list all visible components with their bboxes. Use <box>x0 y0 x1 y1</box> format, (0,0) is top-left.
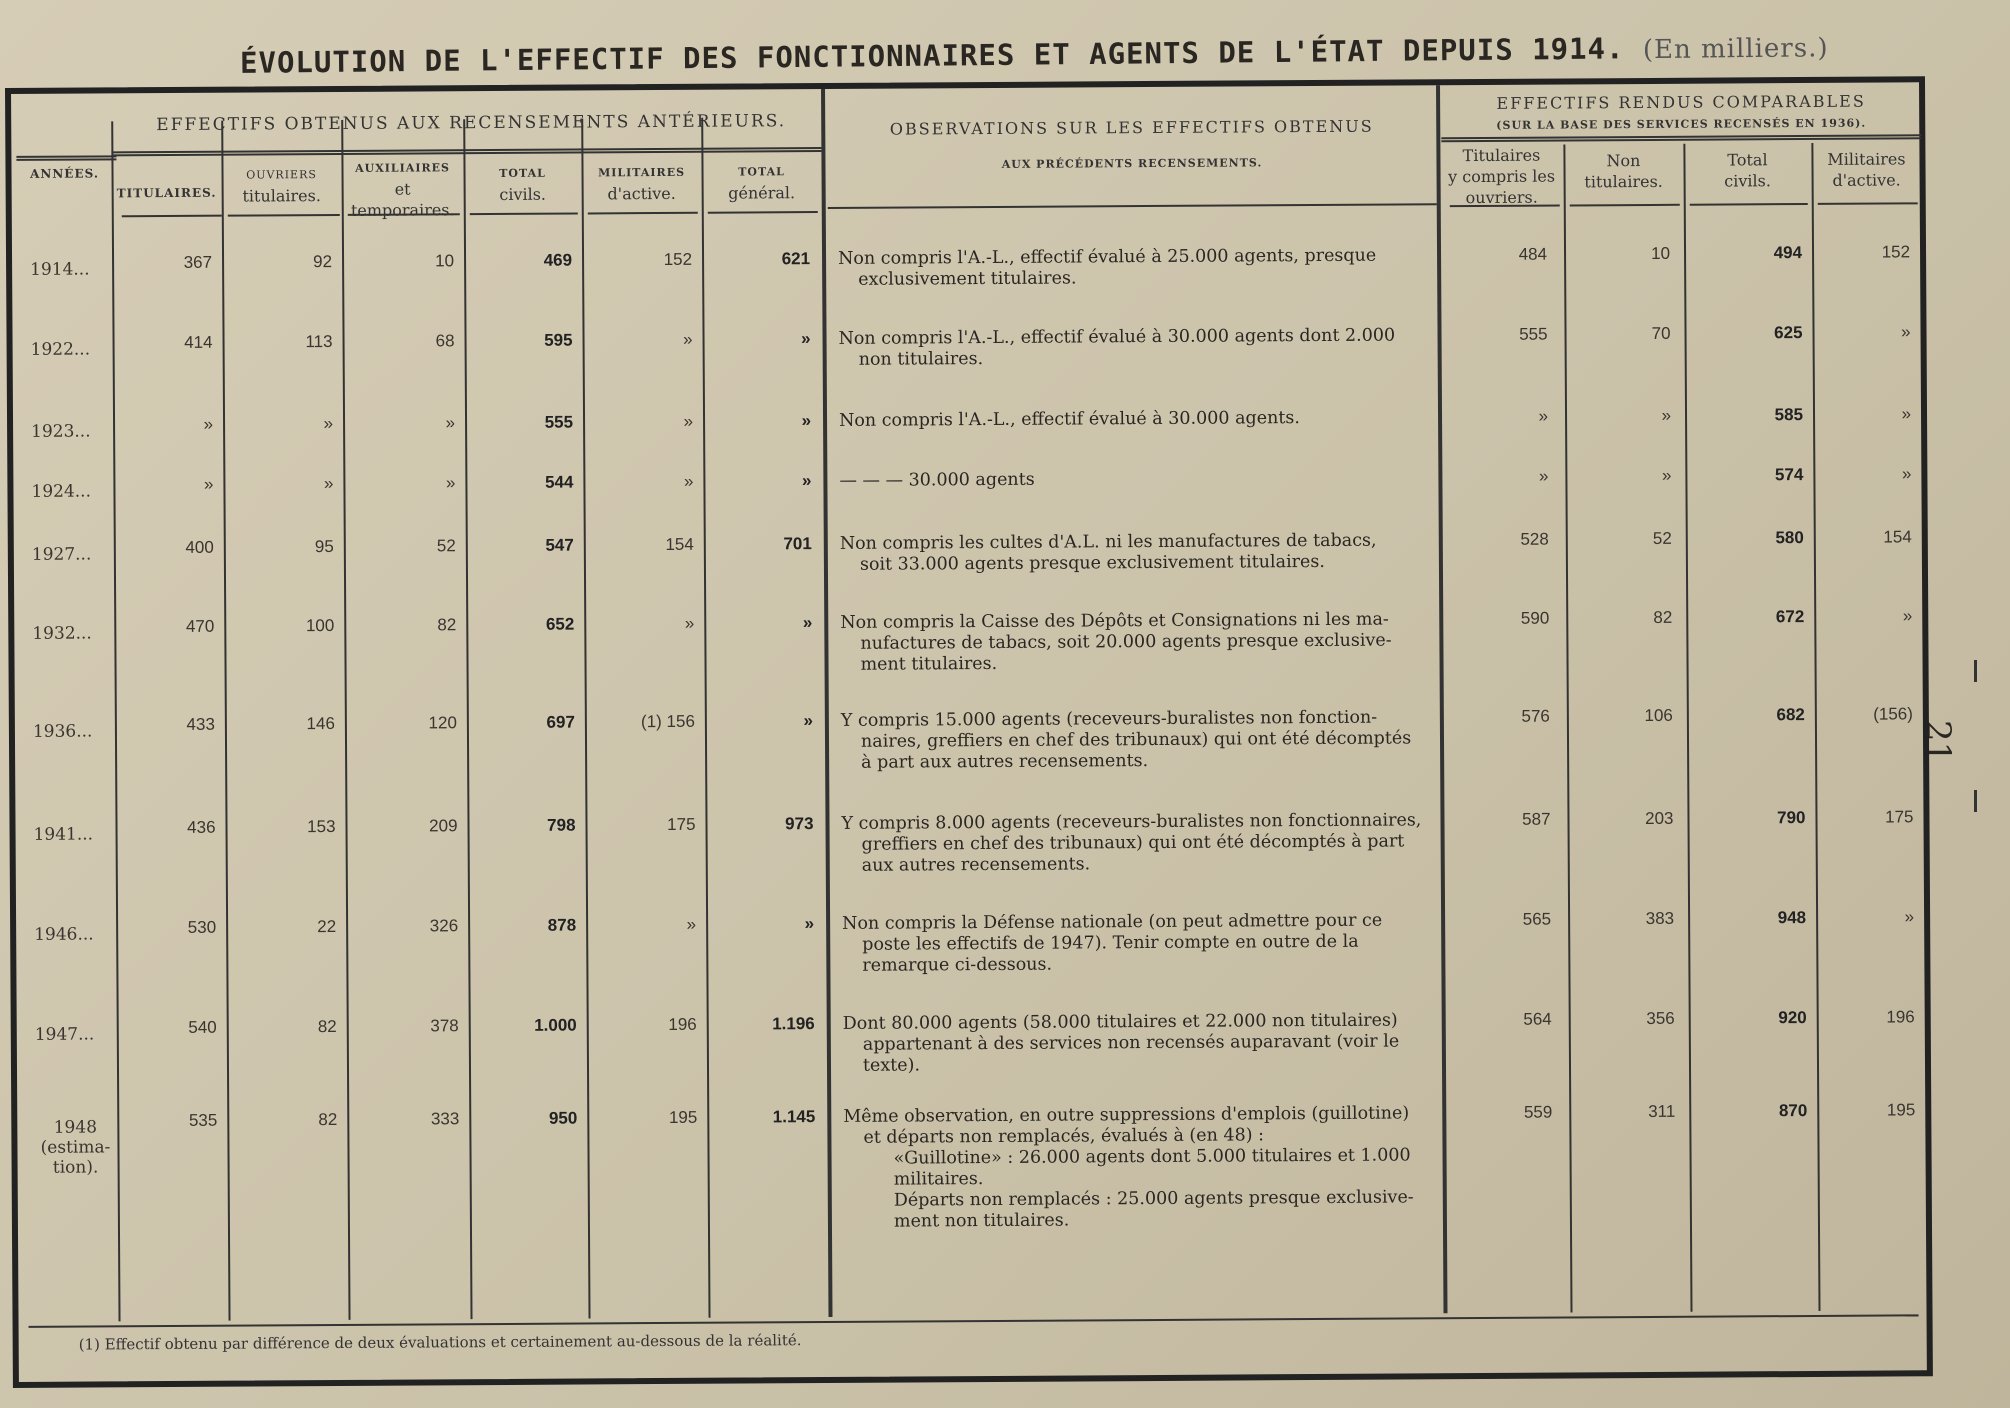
value-cell-r-tit: 484 <box>1518 244 1548 264</box>
value-cell-r-tit: 559 <box>1523 1102 1553 1122</box>
value-cell-r-tc: 494 <box>1773 243 1803 263</box>
footnote: (1) Effectif obtenu par différence de deux évaluations et certainement au-dessous de la réalité. <box>78 1331 802 1354</box>
header-total-general: TOTAL général. <box>728 165 796 203</box>
value-cell-tit: 414 <box>184 332 213 352</box>
value-cell-r-non: 383 <box>1645 908 1675 928</box>
value-cell-mil: » <box>683 329 693 349</box>
value-cell-r-tc: 574 <box>1774 465 1804 485</box>
value-cell-r-tit: » <box>1538 466 1549 486</box>
title-text: ÉVOLUTION DE L'EFFECTIF DES FONCTIONNAIRES ET AGENTS DE L'ÉTAT DEPUIS 1914. <box>239 31 1625 80</box>
value-cell-r-mil: 154 <box>1883 527 1912 547</box>
value-cell-r-non: 10 <box>1651 243 1671 263</box>
value-cell-r-tc: 672 <box>1775 607 1805 627</box>
value-cell-mil: 175 <box>667 814 696 834</box>
value-cell-aux: 68 <box>435 331 455 351</box>
value-cell-tg: 621 <box>781 249 811 269</box>
year-cell: 1924... <box>31 481 92 502</box>
header-observations: OBSERVATIONS SUR LES EFFECTIFS OBTENUS <box>889 116 1374 139</box>
value-cell-aux: 209 <box>429 816 458 836</box>
year-cell: 1923... <box>31 421 91 442</box>
header-r-militaires: Militaires d'active. <box>1827 149 1906 190</box>
value-cell-tit: 530 <box>187 917 217 937</box>
value-cell-aux: 120 <box>428 713 457 733</box>
value-cell-mil: » <box>683 471 694 491</box>
year-cell: 1948 (estima-tion). <box>40 1117 111 1178</box>
value-cell-ouv: » <box>323 474 334 494</box>
year-cell: 1914... <box>30 259 90 280</box>
value-cell-r-tc: 580 <box>1775 528 1804 548</box>
observation-cell: Y compris 15.000 agents (receveurs-buralistes non fonction- naires, greffiers en chef des tribunaux) qui ont été décomptés à part aux autres recensements. <box>840 707 1412 773</box>
value-cell-tg: » <box>801 329 811 349</box>
value-cell-ouv: 95 <box>314 537 334 557</box>
value-cell-tit: 436 <box>187 817 216 837</box>
value-cell-r-mil: 195 <box>1886 1100 1916 1120</box>
value-cell-aux: 10 <box>435 251 455 271</box>
value-cell-tit: 367 <box>183 252 213 272</box>
value-cell-r-tc: 920 <box>1778 1008 1807 1028</box>
value-cell-r-tit: 564 <box>1523 1009 1552 1029</box>
value-cell-r-mil: » <box>1900 322 1911 342</box>
value-cell-r-tc: 948 <box>1777 908 1807 928</box>
year-cell: 1941... <box>33 824 94 845</box>
observation-cell: Non compris la Défense nationale (on peut admettre pour ce poste les effectifs de 1947). Tenir compte en outre de la remarque ci-dessous. <box>842 910 1383 976</box>
value-cell-aux: 378 <box>430 1016 459 1036</box>
header-titulaires: TITULAIRES. <box>116 185 217 201</box>
value-cell-tit: 540 <box>188 1017 217 1037</box>
value-cell-r-non: 82 <box>1653 607 1673 627</box>
value-cell-r-tit: 587 <box>1522 809 1551 829</box>
value-cell-tg: 1.196 <box>772 1014 815 1034</box>
value-cell-ouv: 82 <box>318 1109 338 1130</box>
value-cell-tc: 555 <box>544 412 574 432</box>
value-cell-r-tc: 682 <box>1776 705 1805 725</box>
value-cell-r-non: 203 <box>1645 808 1674 828</box>
header-observations-sub: AUX PRÉCÉDENTS RECENSEMENTS. <box>1001 156 1263 171</box>
value-cell-aux: 326 <box>429 916 459 936</box>
value-cell-mil: » <box>686 914 697 934</box>
observation-cell: Non compris la Caisse des Dépôts et Consignations ni les ma- nufactures de tabacs, soit 20.000 agents presque exclusive- ment titulaires. <box>840 609 1392 675</box>
header-r-non-titulaires: Non titulaires. <box>1584 151 1663 192</box>
value-cell-tit: 433 <box>186 714 215 734</box>
value-cell-ouv: 82 <box>317 1016 337 1037</box>
value-cell-mil: » <box>683 411 694 431</box>
value-cell-ouv: 153 <box>307 816 336 837</box>
value-cell-r-mil: » <box>1901 404 1912 424</box>
header-ouvriers: OUVRIERS titulaires. <box>242 168 321 206</box>
header-r-titulaires: Titulaires y compris les ouvriers. <box>1448 145 1556 208</box>
value-cell-aux: » <box>445 473 456 493</box>
observation-cell: Y compris 8.000 agents (receveurs-buralistes non fonctionnaires, greffiers en chef des tribunaux) qui ont été décomptés à part aux autres recensements. <box>841 810 1422 876</box>
value-cell-r-non: » <box>1661 465 1672 485</box>
value-cell-tit: 470 <box>185 616 215 636</box>
value-cell-r-non: 311 <box>1648 1101 1676 1121</box>
value-cell-r-tit: 555 <box>1519 324 1548 344</box>
value-cell-aux: 333 <box>430 1109 460 1129</box>
value-cell-r-non: 70 <box>1651 323 1671 343</box>
value-cell-tc: 595 <box>544 330 573 350</box>
value-cell-tc: 878 <box>547 915 577 935</box>
observation-cell: Non compris l'A.-L., effectif évalué à 30.000 agents dont 2.000 non titulaires. <box>838 325 1396 370</box>
value-cell-mil: 195 <box>668 1107 698 1127</box>
page-number <box>1918 660 1998 820</box>
value-cell-r-mil: 196 <box>1886 1007 1915 1027</box>
value-cell-r-non: 106 <box>1644 705 1673 725</box>
value-cell-tc: 547 <box>545 535 574 555</box>
value-cell-r-mil: » <box>1904 907 1915 927</box>
value-cell-r-non: » <box>1661 405 1672 425</box>
value-cell-aux: 82 <box>437 615 457 635</box>
statistics-table <box>5 76 1933 1388</box>
value-cell-r-tit: 576 <box>1521 706 1550 726</box>
value-cell-tg: » <box>801 411 812 431</box>
value-cell-tc: 697 <box>546 712 575 732</box>
value-cell-r-tc: 585 <box>1774 405 1804 425</box>
value-cell-tc: 469 <box>543 250 573 270</box>
value-cell-mil: 152 <box>663 249 693 269</box>
observation-cell: — — — 30.000 agents <box>839 469 1035 491</box>
header-group-right: EFFECTIFS RENDUS COMPARABLES <box>1496 91 1866 113</box>
value-cell-mil: 196 <box>668 1014 697 1034</box>
year-cell: 1922... <box>30 339 91 360</box>
value-cell-tg: » <box>803 711 813 731</box>
value-cell-tg: 973 <box>785 814 814 834</box>
value-cell-tg: » <box>802 613 813 633</box>
value-cell-r-mil: 175 <box>1885 807 1914 827</box>
header-auxiliaires: AUXILIAIRES et temporaires. <box>350 161 455 220</box>
header-total-civils: TOTAL civils. <box>499 166 547 204</box>
value-cell-tc: 950 <box>548 1108 578 1128</box>
observation-cell: Non compris l'A.-L., effectif évalué à 30.000 agents. <box>838 408 1300 431</box>
value-cell-tg: 1.145 <box>772 1107 816 1127</box>
header-militaires: MILITAIRES d'active. <box>598 165 686 204</box>
value-cell-tc: 1.000 <box>534 1015 577 1035</box>
value-cell-ouv: 22 <box>317 916 337 937</box>
header-group-right-sub: (SUR LA BASE DES SERVICES RECENSÉS EN 1936). <box>1496 116 1867 132</box>
value-cell-tit: 535 <box>188 1110 218 1130</box>
header-r-total-civils: Total civils. <box>1724 150 1771 191</box>
value-cell-ouv: 146 <box>306 713 335 734</box>
value-cell-tg: » <box>804 914 815 934</box>
value-cell-ouv: 113 <box>305 332 333 352</box>
value-cell-mil: (1) 156 <box>640 711 695 732</box>
value-cell-tc: 798 <box>547 815 576 835</box>
value-cell-r-mil: (156) <box>1873 704 1913 724</box>
year-cell: 1927... <box>31 544 92 565</box>
value-cell-tit: » <box>203 474 214 494</box>
value-cell-aux: » <box>445 413 456 433</box>
value-cell-r-mil: 152 <box>1881 242 1911 262</box>
value-cell-ouv: 92 <box>313 252 333 272</box>
value-cell-mil: 154 <box>665 534 694 554</box>
page-title <box>239 30 1829 80</box>
year-cell: 1947... <box>34 1024 95 1045</box>
value-cell-tit: » <box>203 414 214 434</box>
value-cell-tit: 400 <box>185 537 214 557</box>
observation-cell: Même observation, en outre suppressions d'emplois (guillotine) et départs non remplacés, évalués à (en 48) : «Guillotine» : 26.000 agents dont 5.000 titulaires et 1.000 militaires. Départs non remplacés : 25.000 agents presque exclusive- ment non titulaires. <box>843 1103 1414 1232</box>
value-cell-r-mil: » <box>1902 606 1913 626</box>
observation-cell: Non compris les cultes d'A.L. ni les manufactures de tabacs, soit 33.000 agents presque exclusivement titulaires. <box>839 530 1377 575</box>
value-cell-tc: 544 <box>544 472 574 492</box>
year-cell: 1946... <box>34 924 94 945</box>
value-cell-r-tc: 870 <box>1778 1101 1808 1121</box>
value-cell-r-non: 52 <box>1652 528 1672 548</box>
value-cell-r-tit: 528 <box>1520 529 1549 549</box>
title-unit: (En milliers.) <box>1642 33 1829 66</box>
value-cell-ouv: 100 <box>305 615 335 636</box>
page-number-text: 21 <box>1918 720 1958 764</box>
value-cell-r-tc: 790 <box>1777 808 1806 828</box>
value-cell-tg: 701 <box>783 534 812 554</box>
value-cell-ouv: » <box>323 414 334 434</box>
value-cell-aux: 52 <box>436 536 456 556</box>
value-cell-r-non: 356 <box>1646 1008 1675 1028</box>
observation-cell: Non compris l'A.-L., effectif évalué à 25.000 agents, presque exclusivement titulaires. <box>837 245 1377 290</box>
value-cell-r-mil: » <box>1901 464 1912 484</box>
header-group-left: EFFECTIFS OBTENUS AUX RECENSEMENTS ANTÉRIEURS. <box>156 111 787 136</box>
value-cell-r-tit: » <box>1538 406 1549 426</box>
observation-cell: Dont 80.000 agents (58.000 titulaires et 22.000 non titulaires) appartenant à des services non recensés auparavant (voir le texte). <box>842 1010 1400 1076</box>
value-cell-r-tit: 590 <box>1520 608 1550 628</box>
value-cell-mil: » <box>684 613 695 633</box>
header-annees: ANNÉES. <box>29 166 100 181</box>
value-cell-r-tc: 625 <box>1774 323 1803 343</box>
value-cell-tc: 652 <box>545 614 575 634</box>
value-cell-tg: » <box>801 471 812 491</box>
year-cell: 1932... <box>32 623 92 644</box>
value-cell-r-tit: 565 <box>1522 909 1552 929</box>
year-cell: 1936... <box>32 721 93 742</box>
